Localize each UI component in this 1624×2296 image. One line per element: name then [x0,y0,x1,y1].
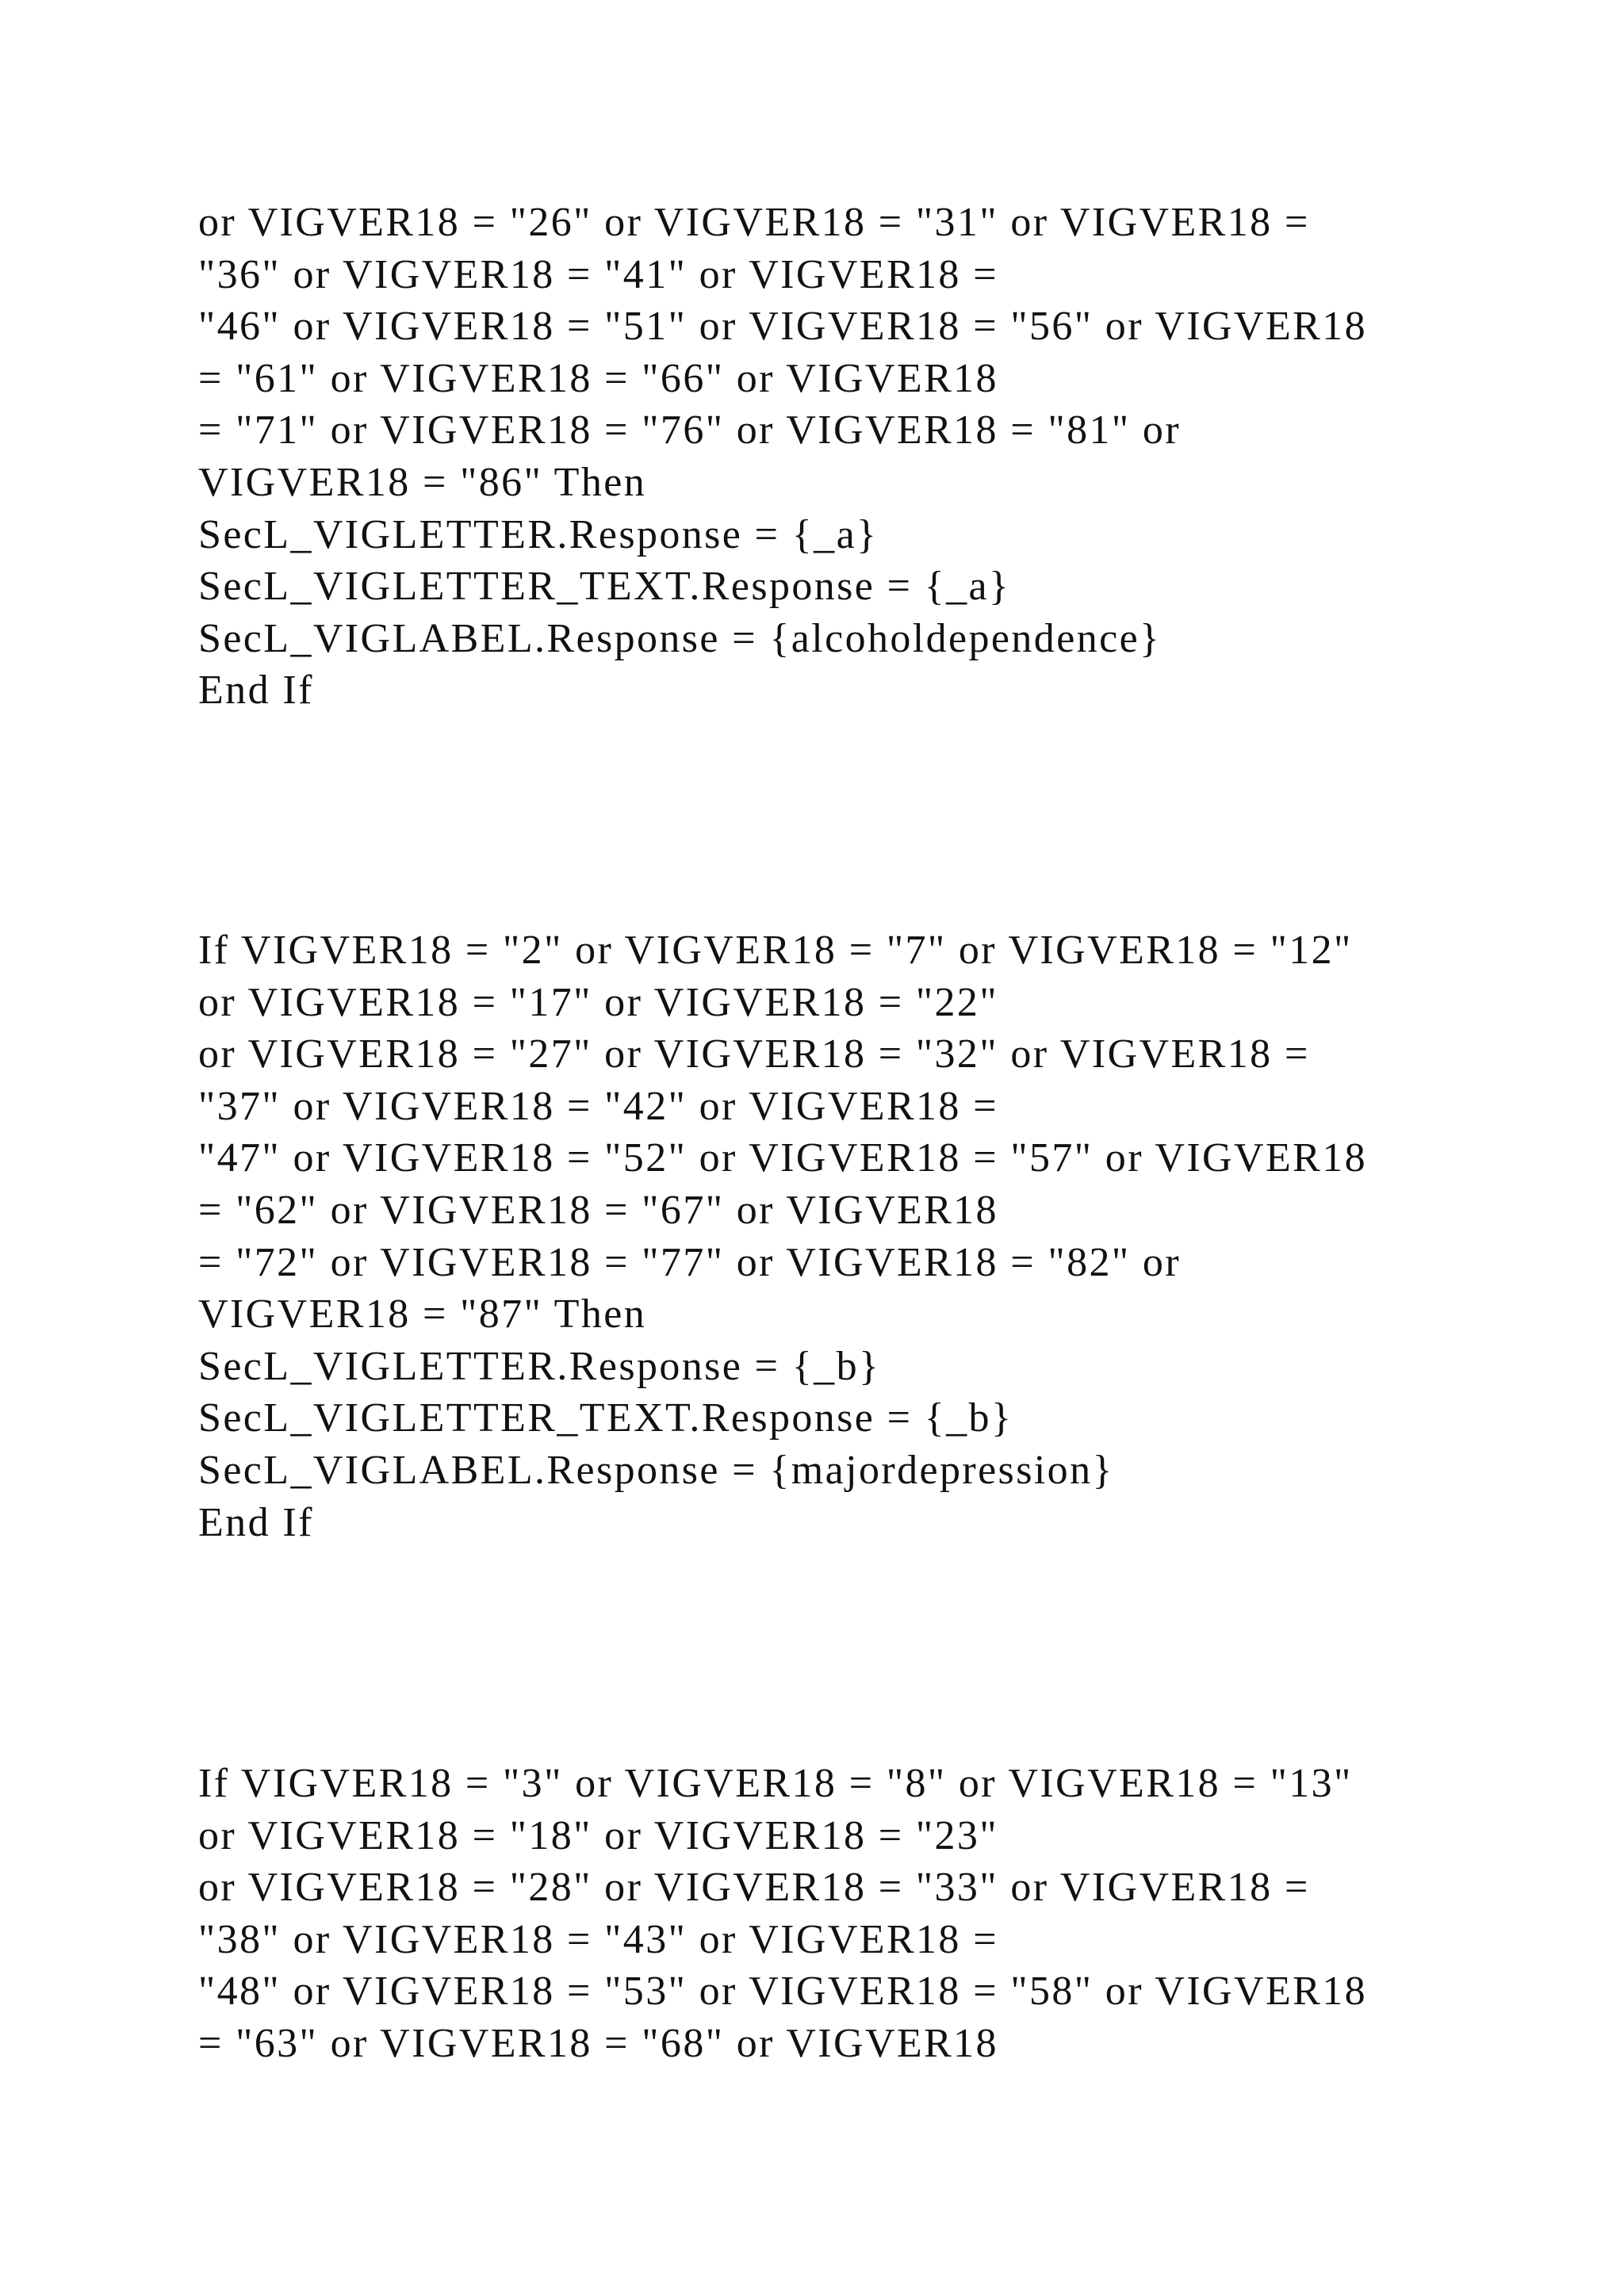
code-line: = "63" or VIGVER18 = "68" or VIGVER18 [198,2020,998,2066]
code-line: = "71" or VIGVER18 = "76" or VIGVER18 = "81" or [198,408,1182,453]
code-line: If VIGVER18 = "2" or VIGVER18 = "7" or VIGVER18 = "12" [198,928,1353,973]
code-line: "46" or VIGVER18 = "51" or VIGVER18 = "56" or VIGVER18 [198,304,1368,350]
code-line: or VIGVER18 = "27" or VIGVER18 = "32" or VIGVER18 = [198,1031,1310,1077]
code-line: SecL_VIGLABEL.Response = {majordepression} [198,1447,1114,1493]
code-line: SecL_VIGLETTER_TEXT.Response = {_b} [198,1395,1013,1441]
code-line: or VIGVER18 = "17" or VIGVER18 = "22" [198,979,998,1025]
code-line: or VIGVER18 = "28" or VIGVER18 = "33" or VIGVER18 = [198,1865,1310,1911]
code-block-majordepression [198,924,1367,1548]
code-line: "38" or VIGVER18 = "43" or VIGVER18 = [198,1916,998,1962]
code-line: "48" or VIGVER18 = "53" or VIGVER18 = "58" or VIGVER18 [198,1969,1368,2015]
code-line: SecL_VIGLETTER.Response = {_b} [198,1343,881,1389]
code-line: If VIGVER18 = "3" or VIGVER18 = "8" or VIGVER18 = "13" [198,1761,1353,1806]
code-line: End If [198,668,314,714]
code-line: "37" or VIGVER18 = "42" or VIGVER18 = [198,1083,998,1129]
code-block-alcoholdependence [198,197,1367,717]
code-line: or VIGVER18 = "26" or VIGVER18 = "31" or VIGVER18 = [198,200,1310,245]
code-line: or VIGVER18 = "18" or VIGVER18 = "23" [198,1812,998,1858]
code-line: = "72" or VIGVER18 = "77" or VIGVER18 = "82" or [198,1239,1182,1285]
code-line: = "62" or VIGVER18 = "67" or VIGVER18 [198,1187,998,1233]
code-line: "47" or VIGVER18 = "52" or VIGVER18 = "57" or VIGVER18 [198,1135,1368,1181]
code-line: SecL_VIGLETTER.Response = {_a} [198,511,879,557]
code-line: End If [198,1499,314,1545]
code-line: SecL_VIGLETTER_TEXT.Response = {_a} [198,564,1011,610]
code-line: VIGVER18 = "87" Then [198,1292,647,1337]
code-line: "36" or VIGVER18 = "41" or VIGVER18 = [198,251,998,297]
code-line: VIGVER18 = "86" Then [198,459,647,505]
code-block-third-condition [198,1758,1367,2070]
code-line: = "61" or VIGVER18 = "66" or VIGVER18 [198,355,998,401]
code-line: SecL_VIGLABEL.Response = {alcoholdependence} [198,615,1162,661]
